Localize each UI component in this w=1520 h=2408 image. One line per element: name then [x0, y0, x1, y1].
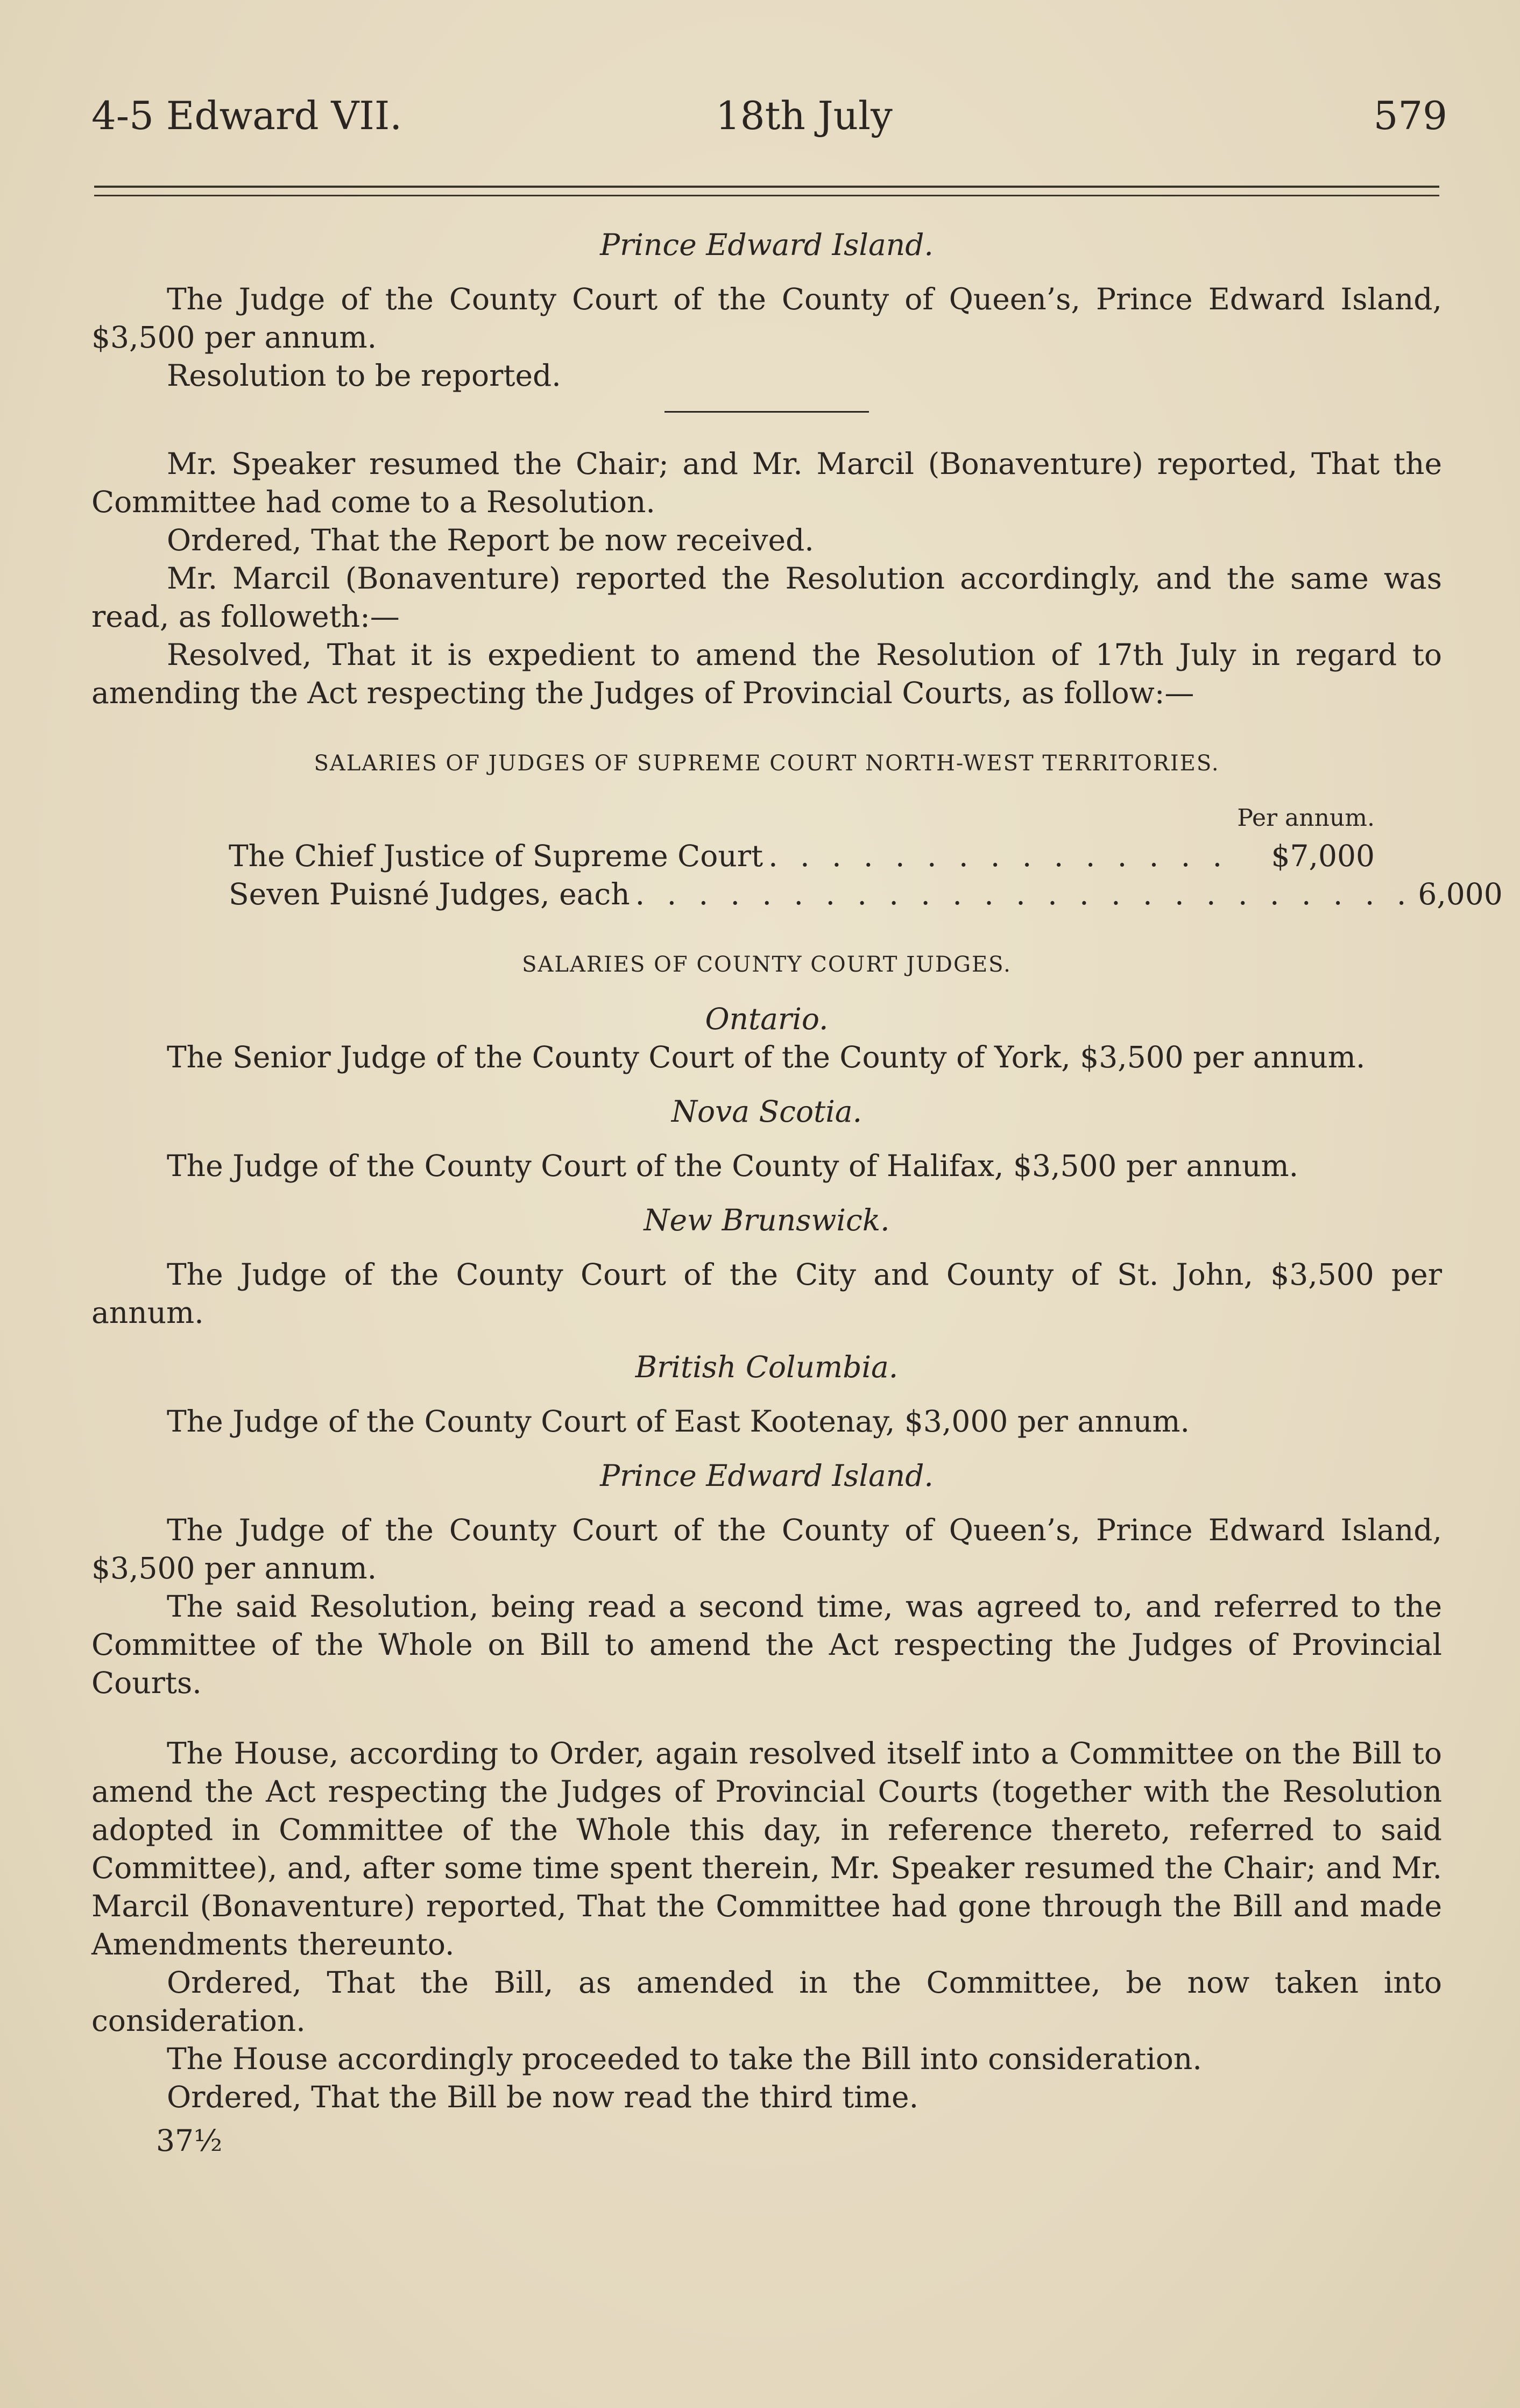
header-rule-top	[94, 186, 1439, 188]
salary-row-amount: $7,000	[1271, 839, 1375, 873]
salary-row-label: Seven Puisné Judges, each	[229, 877, 630, 911]
paragraph-ordered-consideration: Ordered, That the Bill, as amended in the Committee, be now taken into consideration.	[91, 1965, 1442, 2038]
province-heading-british-columbia: British Columbia.	[635, 1350, 899, 1384]
salary-row-amount: 6,000	[1418, 877, 1503, 911]
province-heading-pei: Prince Edward Island.	[600, 1458, 934, 1493]
paragraph-committee-on-bill: The House, according to Order, again resolved itself into a Committee on the Bill to amend the Act respecting the Judges of Provincial Courts (together with the Resolution adopted in Committee of the Whole this day, in reference thereto, referred to said Committee), and, after some time spent therein, Mr. Speaker resumed the Chair; and Mr. Marcil (Bonaventure) reported, That the Committee had gone through the Bill and made Amendments thereunto.	[91, 1736, 1442, 1961]
county-court-heading: SALARIES OF COUNTY COURT JUDGES.	[522, 952, 1012, 977]
page-header	[91, 89, 1447, 153]
province-heading-new-brunswick: New Brunswick.	[644, 1203, 890, 1237]
new-brunswick-salary-text: The Judge of the County Court of the City and County of St. John, $3,500 per annum.	[91, 1257, 1442, 1330]
nova-scotia-salary-text: The Judge of the County Court of the County of Halifax, $3,500 per annum.	[167, 1149, 1299, 1183]
printer-signature-mark: 37½	[156, 2123, 223, 2158]
pei-county-salary-text: The Judge of the County Court of the County of Queen’s, Prince Edward Island, $3,500 per annum.	[91, 1513, 1442, 1585]
salary-row	[229, 837, 1375, 875]
salary-row-label: The Chief Justice of Supreme Court	[229, 839, 763, 873]
province-heading-ontario: Ontario.	[705, 1002, 829, 1036]
resolution-note: Resolution to be reported.	[167, 358, 561, 393]
leader-dots: . . . . . . . . . . . . . . .	[768, 839, 1229, 873]
supreme-court-heading: SALARIES OF JUDGES OF SUPREME COURT NORTH-WEST TERRITORIES.	[314, 751, 1220, 776]
salary-row	[229, 875, 1503, 913]
header-rule-bottom	[94, 195, 1439, 196]
paragraph-marcil-reported: Mr. Marcil (Bonaventure) reported the Resolution accordingly, and the same was read, as followeth:—	[91, 561, 1442, 634]
paragraph-resolved: Resolved, That it is expedient to amend the Resolution of 17th July in regard to amending the Act respecting the Judges of Provincial Courts, as follow:—	[91, 638, 1442, 710]
british-columbia-salary-text: The Judge of the County Court of East Kootenay, $3,000 per annum.	[167, 1404, 1190, 1439]
per-annum-label: Per annum.	[1237, 804, 1375, 832]
pei-salary-text: The Judge of the County Court of the County of Queen’s, Prince Edward Island, $3,500 per annum.	[91, 282, 1442, 355]
leader-dots: . . . . . . . . . . . . . . . . . . . . . . . . .	[635, 877, 1413, 911]
page-body	[91, 226, 1503, 2160]
paragraph-speaker-resumed: Mr. Speaker resumed the Chair; and Mr. Marcil (Bonaventure) reported, That the Committee had come to a Resolution.	[91, 447, 1442, 519]
paragraph-second-reading: The said Resolution, being read a second time, was agreed to, and referred to the Committee of the Whole on Bill to amend the Act respecting the Judges of Provincial Courts.	[91, 1589, 1442, 1700]
header-date: 18th July	[716, 93, 893, 138]
section-heading-pei: Prince Edward Island.	[600, 228, 934, 262]
page-number: 579	[1373, 93, 1447, 138]
ontario-salary-text: The Senior Judge of the County Court of the County of York, $3,500 per annum.	[167, 1040, 1366, 1074]
paragraph-house-proceeded: The House accordingly proceeded to take the Bill into consideration.	[167, 2042, 1202, 2076]
supreme-court-salary-table	[229, 799, 1503, 913]
paragraph-ordered-report: Ordered, That the Report be now received.	[167, 523, 814, 557]
province-heading-nova-scotia: Nova Scotia.	[671, 1094, 862, 1129]
header-session: 4-5 Edward VII.	[91, 93, 402, 138]
paragraph-third-reading: Ordered, That the Bill be now read the third time.	[167, 2080, 919, 2114]
